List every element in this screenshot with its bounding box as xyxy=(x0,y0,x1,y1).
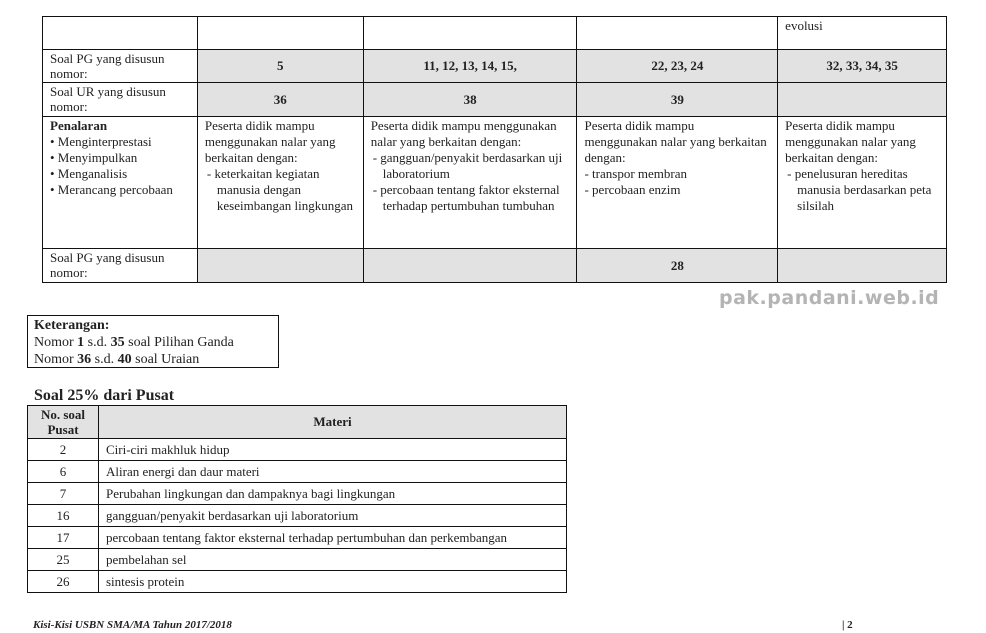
cell-materi: Ciri-ciri makhluk hidup xyxy=(99,439,567,461)
indicator-cell xyxy=(778,117,947,249)
keterangan-line-2: Nomor 36 s.d. 40 soal Uraian xyxy=(34,352,200,367)
row-label: Soal PG yang disusun nomor: xyxy=(43,50,198,83)
cell-materi: Aliran energi dan daur materi xyxy=(99,461,567,483)
cell-value xyxy=(778,249,947,283)
cell-value: 36 xyxy=(197,83,363,117)
table-row xyxy=(28,571,567,593)
table-row xyxy=(43,17,947,50)
penalaran-title: Penalaran xyxy=(50,118,108,133)
cell-materi: sintesis protein xyxy=(99,571,567,593)
row-label: Soal UR yang disusun nomor: xyxy=(43,83,198,117)
header-no: No. soal Pusat xyxy=(28,406,99,439)
cell-value: 5 xyxy=(197,50,363,83)
indicator-item: - percobaan tentang faktor eksternal terhadap pertumbuhan tumbuhan xyxy=(372,182,560,213)
cell-no: 7 xyxy=(28,483,99,505)
keterangan-title: Keterangan: xyxy=(34,318,110,333)
bullet: • Menganalisis xyxy=(50,166,128,181)
intro: Peserta didik mampu menggunakan nalar yang berkaitan dengan: xyxy=(370,118,557,149)
table-row xyxy=(43,249,947,283)
indicator-cell xyxy=(363,117,577,249)
bullet: • Menyimpulkan xyxy=(50,150,138,165)
cell-no: 25 xyxy=(28,549,99,571)
table-row xyxy=(28,527,567,549)
watermark: pak.pandani.web.id xyxy=(719,287,940,309)
keterangan-line-1: Nomor 1 s.d. 35 soal Pilihan Ganda xyxy=(34,335,234,350)
cell-no: 2 xyxy=(28,439,99,461)
table-row xyxy=(28,549,567,571)
pusat-table xyxy=(27,405,567,593)
cell-value xyxy=(197,249,363,283)
indicator-item: - penelusuran hereditas manusia berdasarkan peta silsilah xyxy=(787,166,932,213)
indicator-item: - gangguan/penyakit berdasarkan uji laboratorium xyxy=(372,150,563,181)
cell-no: 26 xyxy=(28,571,99,593)
table-row xyxy=(43,83,947,117)
cell-value: 39 xyxy=(577,83,778,117)
bullet: • Merancang percobaan xyxy=(50,182,173,197)
bullet: • Menginterprestasi xyxy=(50,134,152,149)
cell-materi: Perubahan lingkungan dan dampaknya bagi lingkungan xyxy=(99,483,567,505)
section-title: Soal 25% dari Pusat xyxy=(34,387,175,404)
table-header xyxy=(28,406,567,439)
table-row xyxy=(43,50,947,83)
indicator-cell xyxy=(197,117,363,249)
indicator-item: - transpor membran xyxy=(584,166,687,181)
intro: Peserta didik mampu menggunakan nalar yang berkaitan dengan: xyxy=(785,118,916,165)
table-row xyxy=(28,439,567,461)
table-row xyxy=(28,483,567,505)
cell-no: 16 xyxy=(28,505,99,527)
keterangan-box xyxy=(27,315,279,368)
cell-text: evolusi xyxy=(778,17,947,50)
cell-value: 11, 12, 13, 14, 15, xyxy=(363,50,577,83)
intro: Peserta didik mampu menggunakan nalar yang berkaitan dengan: xyxy=(584,118,767,165)
cell-value: 22, 23, 24 xyxy=(577,50,778,83)
row-label: Soal PG yang disusun nomor: xyxy=(43,249,198,283)
table-row xyxy=(28,505,567,527)
cell-value: 28 xyxy=(577,249,778,283)
cell-value xyxy=(778,83,947,117)
header-materi: Materi xyxy=(99,406,567,439)
cell-materi: gangguan/penyakit berdasarkan uji laboratorium xyxy=(99,505,567,527)
cell-value: 32, 33, 34, 35 xyxy=(778,50,947,83)
cell-value: 38 xyxy=(363,83,577,117)
indicator-item: - keterkaitan kegiatan manusia dengan keseimbangan lingkungan xyxy=(206,166,353,213)
cell-no: 6 xyxy=(28,461,99,483)
table-row xyxy=(28,461,567,483)
kisi-kisi-table xyxy=(42,16,947,283)
indicator-cell xyxy=(577,117,778,249)
cell-no: 17 xyxy=(28,527,99,549)
cell-materi: percobaan tentang faktor eksternal terhadap pertumbuhan dan perkembangan xyxy=(99,527,567,549)
table-row xyxy=(43,117,947,249)
cell-materi: pembelahan sel xyxy=(99,549,567,571)
intro: Peserta didik mampu menggunakan nalar yang berkaitan dengan: xyxy=(204,118,336,165)
penalaran-cell xyxy=(43,117,198,249)
footer-text: Kisi-Kisi USBN SMA/MA Tahun 2017/2018 xyxy=(33,619,232,631)
indicator-item: - percobaan enzim xyxy=(584,182,681,197)
page-number: | 2 xyxy=(842,619,853,631)
cell-value xyxy=(363,249,577,283)
